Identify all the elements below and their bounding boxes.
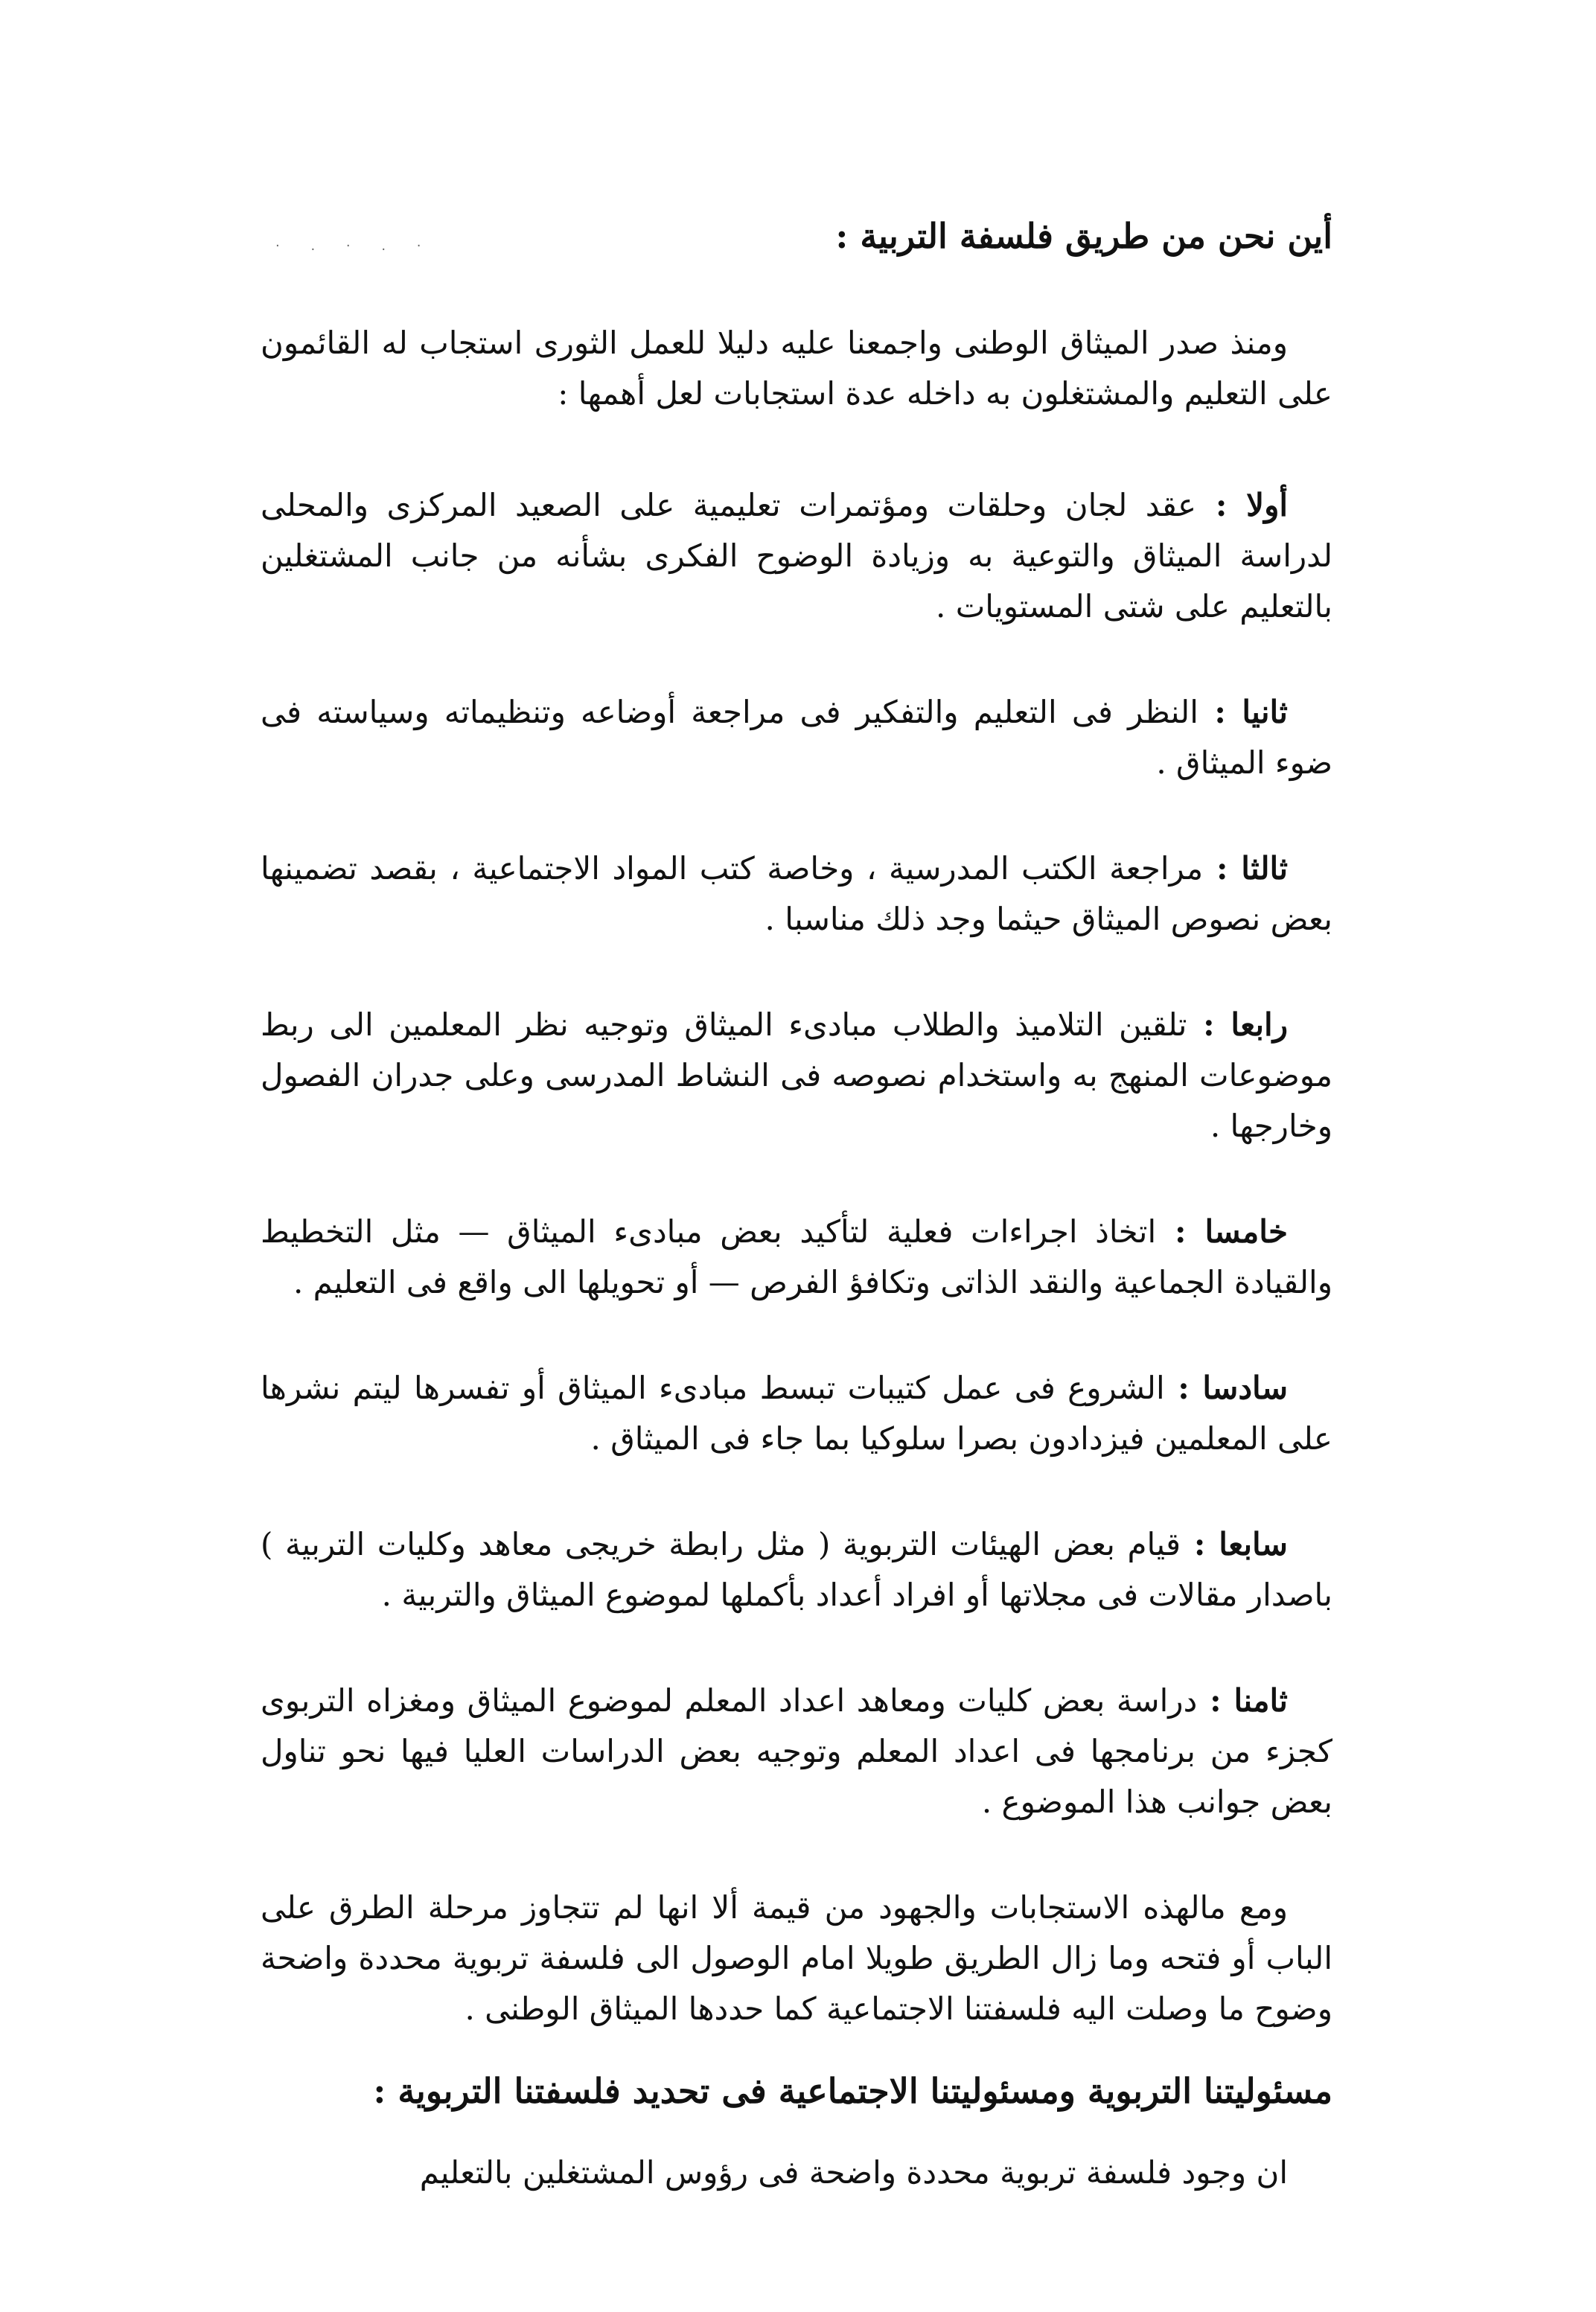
list-item: ثالثا : مراجعة الكتب المدرسية ، وخاصة كتب المواد الاجتماعية ، بقصد تضمينها بعض نصوص الميثاق حيثما وجد ذلك مناسبا .	[261, 850, 1332, 937]
item-text: الشروع فى عمل كتيبات تبسط مبادىء الميثاق أو تفسرها ليتم نشرها على المعلمين فيزدادون بصرا سلوكيا بما جاء فى الميثاق .	[261, 1370, 1332, 1457]
scan-specks: · . · . ·	[275, 238, 435, 254]
list-item: ثامنا : دراسة بعض كليات ومعاهد اعداد المعلم لموضوع الميثاق ومغزاه التربوى كجزء من برنامجها فى اعداد المعلم وتوجيه بعض الدراسات العليا فيها نحو تناول بعض جوانب هذا الموضوع .	[261, 1682, 1332, 1820]
item-ordinal: ثالثا	[1241, 850, 1289, 887]
closing-paragraph: ومع مالهذه الاستجابات والجهود من قيمة ألا انها لم تتجاوز مرحلة الطرق على الباب أو فتحه وما زال الطريق طويلا امام الوصول الى فلسفة تربوية محددة واضحة وضوح ما وصلت اليه فلسفتنا الاجتماعية كما حددها الميثاق الوطنى .	[261, 1889, 1332, 2027]
intro-paragraph: ومنذ صدر الميثاق الوطنى واجمعنا عليه دليلا للعمل الثورى استجاب له القائمون على التعليم والمشتغلون به داخله عدة استجابات لعل أهمها :	[261, 325, 1332, 412]
list-item: ثانيا : النظر فى التعليم والتفكير فى مراجعة أوضاعه وتنظيماته وسياسته فى ضوء الميثاق .	[261, 694, 1332, 781]
item-ordinal: ثانيا	[1242, 694, 1288, 730]
list-item: سابعا : قيام بعض الهيئات التربوية ( مثل رابطة خريجى معاهد وكليات التربية ) باصدار مقالات فى مجلاتها أو افراد أعداد بأكملها لموضوع الميثاق والتربية .	[261, 1526, 1332, 1613]
item-ordinal: رابعا	[1230, 1006, 1289, 1043]
item-text: مراجعة الكتب المدرسية ، وخاصة كتب المواد الاجتماعية ، بقصد تضمينها بعض نصوص الميثاق حيثما وجد ذلك مناسبا .	[261, 850, 1332, 937]
item-ordinal: ثامنا	[1233, 1682, 1289, 1719]
document-body	[261, 212, 1332, 2198]
item-text: عقد لجان وحلقات ومؤتمرات تعليمية على الصعيد المركزى والمحلى لدراسة الميثاق والتوعية به وزيادة الوضوح الفكرى بشأنه من جانب المشتغلين بالتعليم على شتى المستويات .	[261, 487, 1332, 625]
item-ordinal: سادسا	[1202, 1370, 1289, 1406]
item-text: النظر فى التعليم والتفكير فى مراجعة أوضاعه وتنظيماته وسياسته فى ضوء الميثاق .	[261, 694, 1332, 781]
item-text: دراسة بعض كليات ومعاهد اعداد المعلم لموضوع الميثاق ومغزاه التربوى كجزء من برنامجها فى اعداد المعلم وتوجيه بعض الدراسات العليا فيها نحو تناول بعض جوانب هذا الموضوع .	[261, 1682, 1332, 1820]
last-line: ان وجود فلسفة تربوية محددة واضحة فى رؤوس المشتغلين بالتعليم	[419, 2154, 1288, 2191]
item-ordinal: أولا	[1246, 487, 1289, 523]
item-text: قيام بعض الهيئات التربوية ( مثل رابطة خريجى معاهد وكليات التربية ) باصدار مقالات فى مجلاتها أو افراد أعداد بأكملها لموضوع الميثاق والتربية .	[261, 1526, 1332, 1613]
item-ordinal: سابعا	[1219, 1526, 1289, 1562]
numbered-list	[261, 480, 1332, 1827]
item-text: اتخاذ اجراءات فعلية لتأكيد بعض مبادىء الميثاق — مثل التخطيط والقيادة الجماعية والنقد الذاتى وتكافؤ الفرص — أو تحويلها الى واقع فى التعليم .	[261, 1213, 1332, 1300]
list-item: سادسا : الشروع فى عمل كتيبات تبسط مبادىء الميثاق أو تفسرها ليتم نشرها على المعلمين فيزدادون بصرا سلوكيا بما جاء فى الميثاق .	[261, 1370, 1332, 1457]
item-text: تلقين التلاميذ والطلاب مبادىء الميثاق وتوجيه نظر المعلمين الى ربط موضوعات المنهج به واستخدام نصوصه فى النشاط المدرسى وعلى جدران الفصول وخارجها .	[261, 1006, 1332, 1144]
list-item: رابعا : تلقين التلاميذ والطلاب مبادىء الميثاق وتوجيه نظر المعلمين الى ربط موضوعات المنهج به واستخدام نصوصه فى النشاط المدرسى وعلى جدران الفصول وخارجها .	[261, 1006, 1332, 1144]
list-item: خامسا : اتخاذ اجراءات فعلية لتأكيد بعض مبادىء الميثاق — مثل التخطيط والقيادة الجماعية والنقد الذاتى وتكافؤ الفرص — أو تحويلها الى واقع فى التعليم .	[261, 1213, 1332, 1300]
list-item: أولا : عقد لجان وحلقات ومؤتمرات تعليمية على الصعيد المركزى والمحلى لدراسة الميثاق والتوعية به وزيادة الوضوح الفكرى بشأنه من جانب المشتغلين بالتعليم على شتى المستويات .	[261, 487, 1332, 625]
item-ordinal: خامسا	[1204, 1213, 1289, 1250]
section-title: أين نحن من طريق فلسفة التربية :	[835, 216, 1332, 256]
final-heading: مسئوليتنا التربوية ومسئوليتنا الاجتماعية فى تحديد فلسفتنا التربوية :	[373, 2071, 1332, 2111]
